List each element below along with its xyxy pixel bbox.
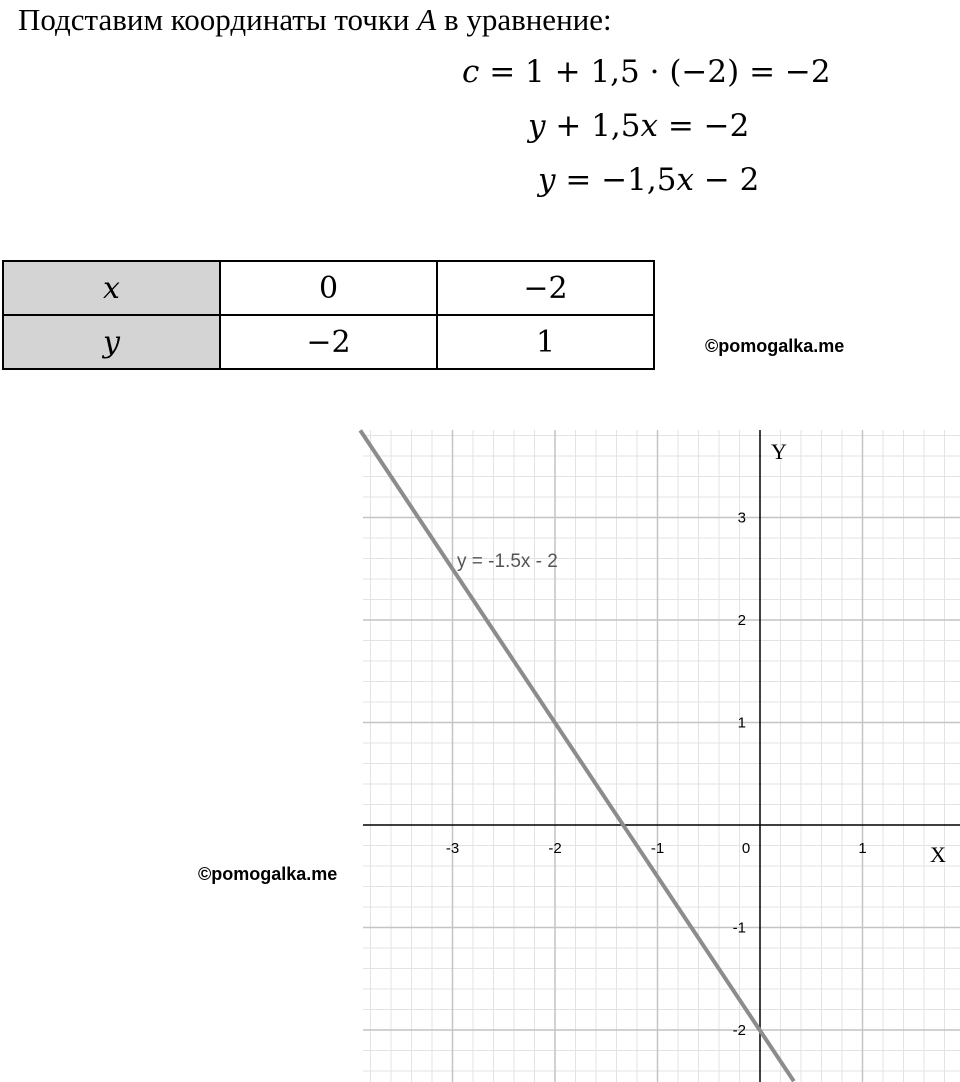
watermark: ©pomogalka.me xyxy=(198,864,338,884)
series-line xyxy=(360,430,794,1081)
y-tick-label: 3 xyxy=(737,509,746,527)
y-tick-label: -1 xyxy=(732,919,746,937)
table-cell: −2 xyxy=(220,315,437,369)
table-header-x: x xyxy=(3,261,220,315)
y-tick-label: -2 xyxy=(732,1022,746,1039)
y-axis-label: Y xyxy=(771,439,787,464)
equation-substituted: y + 1,5x = −2 xyxy=(528,108,750,144)
x-tick-label: 1 xyxy=(858,840,867,857)
series-lines xyxy=(360,430,794,1081)
equation-c: c = 1 + 1,5 · (−2) = −2 xyxy=(462,54,831,90)
table-cell: 1 xyxy=(437,315,654,369)
intro-text: Подставим координаты точки A в уравнение: xyxy=(18,2,612,37)
y-tick-label: 1 xyxy=(737,714,746,732)
watermark: ©pomogalka.me xyxy=(705,336,845,356)
line-label: y = -1.5x - 2 xyxy=(457,551,558,572)
tick-labels xyxy=(446,510,867,1040)
x-tick-label: 0 xyxy=(741,840,751,857)
x-tick-label: -3 xyxy=(445,840,460,857)
y-tick-label: 2 xyxy=(737,612,746,629)
table-cell: −2 xyxy=(437,261,654,315)
x-tick-label: -1 xyxy=(650,840,665,857)
table-header-y: y xyxy=(3,315,220,369)
x-axis-label: X xyxy=(930,842,946,867)
x-tick-label: -2 xyxy=(548,840,562,857)
equation-final: y = −1,5x − 2 xyxy=(538,162,760,198)
table-cell: 0 xyxy=(220,261,437,315)
grid-major xyxy=(363,430,960,1082)
